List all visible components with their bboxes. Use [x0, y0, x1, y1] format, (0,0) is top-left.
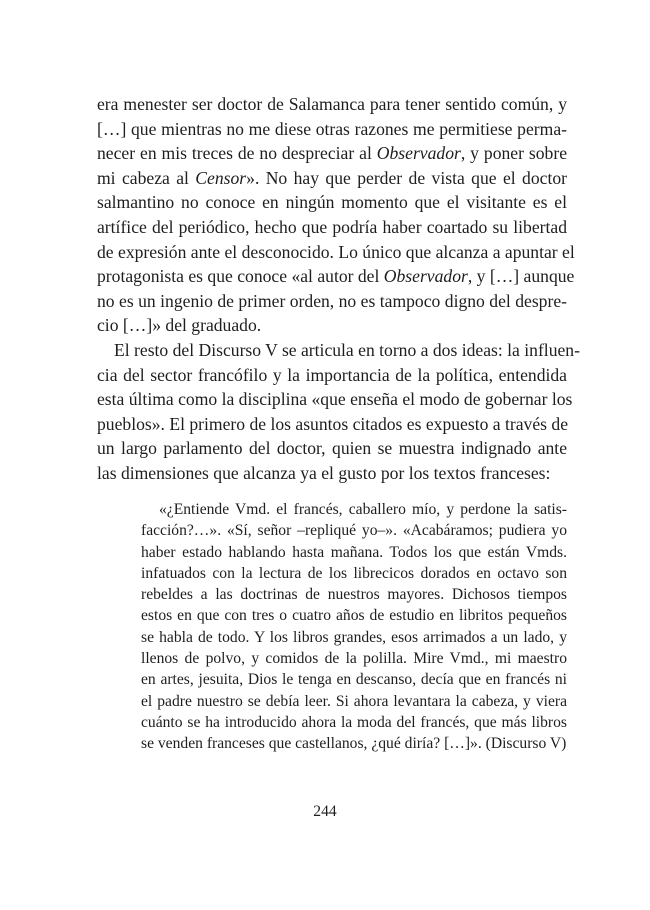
- paragraph-1: [97, 92, 575, 338]
- page-number: 244: [313, 803, 337, 820]
- text-line: protagonista es que conoce «al autor del Observador, y […] aunque: [97, 266, 575, 287]
- text-line: de expresión ante el desconocido. Lo único que alcanza a apuntar el: [97, 241, 575, 262]
- quote-line: rebeldes a las doctrinas de nuestros mayores. Dichosos tiempos: [141, 586, 567, 604]
- quote-line: infatuados con la lectura de los librecicos dorados en octavo son: [141, 564, 567, 582]
- quote-line: cuánto se ha introducido ahora la moda del francés, que más libros: [141, 713, 567, 731]
- text-line: un largo parlamento del doctor, quien se muestra indignado ante: [97, 438, 567, 459]
- text-line: las dimensiones que alcanza ya el gusto por los textos franceses:: [97, 462, 551, 483]
- quote-line: llenos de polvo, y comidos de la polilla. Mire Vmd., mi maestro: [141, 650, 567, 668]
- italic-title: Observador: [383, 266, 468, 287]
- quote-line: se habla de todo. Y los libros grandes, esos arrimados a un lado, y: [141, 628, 567, 646]
- text-line: cia del sector francófilo y la importancia de la política, entendida: [97, 364, 567, 385]
- text-line: mi cabeza al Censor». No hay que perder de vista que el doctor: [97, 167, 567, 188]
- quote-line: en artes, jesuita, Dios le tenga en descanso, decía que en francés ni: [141, 671, 567, 689]
- italic-title: Censor: [195, 167, 247, 188]
- text-line: esta última como la disciplina «que enseña el modo de gobernar los: [97, 389, 573, 410]
- quote-line: se venden franceses que castellanos, ¿qué diría? […]». (Discurso V): [141, 735, 567, 753]
- text-line: pueblos». El primero de los asuntos citados es expuesto a través de: [97, 413, 569, 434]
- text-line: […] que mientras no me diese otras razones me permitiese perma-: [97, 118, 567, 139]
- text-line: artífice del periódico, hecho que podría haber coartado su libertad: [97, 216, 567, 237]
- paragraph-2: [97, 338, 580, 486]
- text-line: cio […]» del graduado.: [97, 315, 262, 336]
- block-quote: [141, 499, 567, 755]
- body-text: [97, 92, 580, 486]
- text-line: no es un ingenio de primer orden, no es tampoco digno del despre-: [97, 290, 567, 311]
- text-line: salmantino no conoce en ningún momento que el visitante es el: [97, 192, 567, 213]
- quote-line: facción?…». «Sí, señor –repliqué yo–». «Acabáramos; pudiera yo: [141, 522, 567, 540]
- text-line: necer en mis treces de no despreciar al Observador, y poner sobre: [97, 143, 568, 164]
- text-line: era menester ser doctor de Salamanca para tener sentido común, y: [97, 94, 567, 114]
- quote-line: el padre nuestro se debía leer. Si ahora levantara la cabeza, y viera: [141, 692, 567, 710]
- quote-line: haber estado hablando hasta mañana. Todos los que están Vmds.: [141, 543, 567, 561]
- text-line: El resto del Discurso V se articula en torno a dos ideas: la influen-: [114, 339, 580, 360]
- quote-line: «¿Entiende Vmd. el francés, caballero mío, y perdone la satis-: [159, 501, 567, 518]
- quote-line: estos en que con tres o cuatro años de estudio en libritos pequeños: [141, 607, 567, 625]
- italic-title: Observador: [376, 143, 461, 164]
